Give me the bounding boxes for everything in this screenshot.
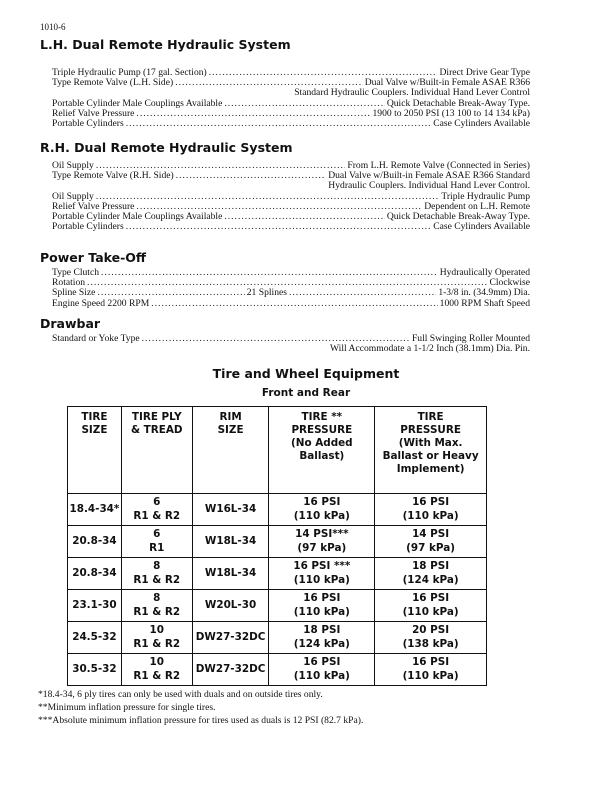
col-header-rim-size: RIM SIZE bbox=[192, 407, 269, 494]
rh-hydraulic-specs bbox=[52, 161, 530, 232]
cell-tire-size: 20.8-34 bbox=[68, 558, 122, 590]
col-header-ply-tread: TIRE PLY & TREAD bbox=[121, 407, 192, 494]
cell-tire-size: 30.5-32 bbox=[68, 654, 122, 686]
page-number: 1010-6 bbox=[40, 22, 66, 32]
spec-row: Triple Hydraulic Pump (17 gal. Section) ..... Direct Drive Gear Type bbox=[52, 68, 530, 78]
table-row bbox=[68, 654, 487, 686]
tire-table-title: Tire and Wheel Equipment bbox=[212, 366, 400, 381]
rh-hydraulic-heading: R.H. Dual Remote Hydraulic System bbox=[40, 140, 293, 155]
cell-ply-tread: 10 R1 & R2 bbox=[121, 654, 192, 686]
spec-row: Portable Cylinder Male Couplings Available ..... Quick Detachable Break-Away Type. bbox=[52, 212, 530, 222]
cell-pressure-no-ballast: 16 PSI (110 kPa) bbox=[269, 494, 375, 526]
col-header-pressure-no-ballast: TIRE ** PRESSURE (No Added Ballast) bbox=[269, 407, 375, 494]
lh-hydraulic-specs bbox=[52, 68, 530, 129]
cell-tire-size: 23.1-30 bbox=[68, 590, 122, 622]
spec-row: Relief Valve Pressure ..... Dependent on L.H. Remote bbox=[52, 202, 530, 212]
lh-hydraulic-heading: L.H. Dual Remote Hydraulic System bbox=[40, 37, 291, 52]
spec-row: Standard or Yoke Type ..... Full Swinging Roller Mounted bbox=[52, 334, 530, 344]
cell-ply-tread: 6 R1 & R2 bbox=[121, 494, 192, 526]
spec-row: Portable Cylinders ..... Case Cylinders Available bbox=[52, 119, 530, 129]
footnote: **Minimum inflation pressure for single tires. bbox=[38, 702, 216, 713]
cell-pressure-max-ballast: 18 PSI (124 kPa) bbox=[375, 558, 487, 590]
cell-rim-size: DW27-32DC bbox=[192, 654, 269, 686]
table-row bbox=[68, 526, 487, 558]
cell-rim-size: W16L-34 bbox=[192, 494, 269, 526]
cell-ply-tread: 6 R1 bbox=[121, 526, 192, 558]
spec-row: Rotation ..... Clockwise bbox=[52, 278, 530, 288]
footnote: ***Absolute minimum inflation pressure for tires used as duals is 12 PSI (82.7 kPa). bbox=[38, 715, 364, 726]
cell-tire-size: 18.4-34* bbox=[68, 494, 122, 526]
cell-ply-tread: 8 R1 & R2 bbox=[121, 590, 192, 622]
col-header-tire-size: TIRE SIZE bbox=[68, 407, 122, 494]
cell-tire-size: 24.5-32 bbox=[68, 622, 122, 654]
cell-rim-size: W18L-34 bbox=[192, 558, 269, 590]
spec-continuation: Standard Hydraulic Couplers. Individual Hand Lever Control bbox=[294, 87, 530, 99]
cell-tire-size: 20.8-34 bbox=[68, 526, 122, 558]
cell-pressure-no-ballast: 16 PSI *** (110 kPa) bbox=[269, 558, 375, 590]
cell-pressure-max-ballast: 20 PSI (138 kPa) bbox=[375, 622, 487, 654]
cell-pressure-max-ballast: 16 PSI (110 kPa) bbox=[375, 494, 487, 526]
cell-pressure-max-ballast: 16 PSI (110 kPa) bbox=[375, 654, 487, 686]
spec-row: Oil Supply ..... From L.H. Remote Valve (Connected in Series) bbox=[52, 161, 530, 171]
table-header-row bbox=[68, 407, 487, 494]
cell-pressure-no-ballast: 16 PSI (110 kPa) bbox=[269, 654, 375, 686]
spec-continuation: Hydraulic Couplers. Individual Hand Lever Control. bbox=[328, 180, 530, 192]
tire-footnotes bbox=[38, 688, 363, 727]
table-row bbox=[68, 558, 487, 590]
spec-continuation: Will Accommodate a 1-1/2 Inch (38.1mm) Dia. Pin. bbox=[330, 343, 530, 355]
tire-table-subtitle: Front and Rear bbox=[261, 387, 351, 399]
cell-pressure-no-ballast: 14 PSI*** (97 kPa) bbox=[269, 526, 375, 558]
spec-row: Relief Valve Pressure ..... 1900 to 2050 PSI (13 100 to 14 134 kPa) bbox=[52, 109, 530, 119]
spec-row: Type Remote Valve (R.H. Side) ..... Dual Valve w/Built-in Female ASAE R366 Standard bbox=[52, 171, 530, 181]
drawbar-heading: Drawbar bbox=[40, 316, 101, 331]
cell-rim-size: DW27-32DC bbox=[192, 622, 269, 654]
spec-row: Type Clutch ..... Hydraulically Operated bbox=[52, 268, 530, 278]
pto-specs bbox=[52, 268, 530, 309]
spec-row: Portable Cylinders ..... Case Cylinders Available bbox=[52, 222, 530, 232]
col-header-pressure-max-ballast: TIRE PRESSURE (With Max. Ballast or Heavy Implement) bbox=[375, 407, 487, 494]
table-row bbox=[68, 494, 487, 526]
drawbar-specs bbox=[52, 334, 530, 354]
cell-pressure-max-ballast: 16 PSI (110 kPa) bbox=[375, 590, 487, 622]
table-row bbox=[68, 622, 487, 654]
cell-ply-tread: 10 R1 & R2 bbox=[121, 622, 192, 654]
footnote: *18.4-34, 6 ply tires can only be used with duals and on outside tires only. bbox=[38, 689, 323, 700]
spec-row: Portable Cylinder Male Couplings Available ..... Quick Detachable Break-Away Type. bbox=[52, 99, 530, 109]
cell-pressure-max-ballast: 14 PSI (97 kPa) bbox=[375, 526, 487, 558]
cell-rim-size: W18L-34 bbox=[192, 526, 269, 558]
table-row bbox=[68, 590, 487, 622]
cell-rim-size: W20L-30 bbox=[192, 590, 269, 622]
spec-row: Oil Supply ..... Triple Hydraulic Pump bbox=[52, 192, 530, 202]
cell-pressure-no-ballast: 18 PSI (124 kPa) bbox=[269, 622, 375, 654]
pto-heading: Power Take-Off bbox=[40, 250, 147, 265]
cell-pressure-no-ballast: 16 PSI (110 kPa) bbox=[269, 590, 375, 622]
cell-ply-tread: 8 R1 & R2 bbox=[121, 558, 192, 590]
tire-wheel-table bbox=[67, 406, 487, 686]
spec-row: Spline Size ..... 21 Splines ..... 1-3/8 in. (34.9mm) Dia. bbox=[52, 288, 530, 298]
spec-row: Engine Speed 2200 RPM ..... 1000 RPM Shaft Speed bbox=[52, 299, 530, 309]
spec-row: Type Remote Valve (L.H. Side) ..... Dual Valve w/Built-in Female ASAE R366 bbox=[52, 78, 530, 88]
